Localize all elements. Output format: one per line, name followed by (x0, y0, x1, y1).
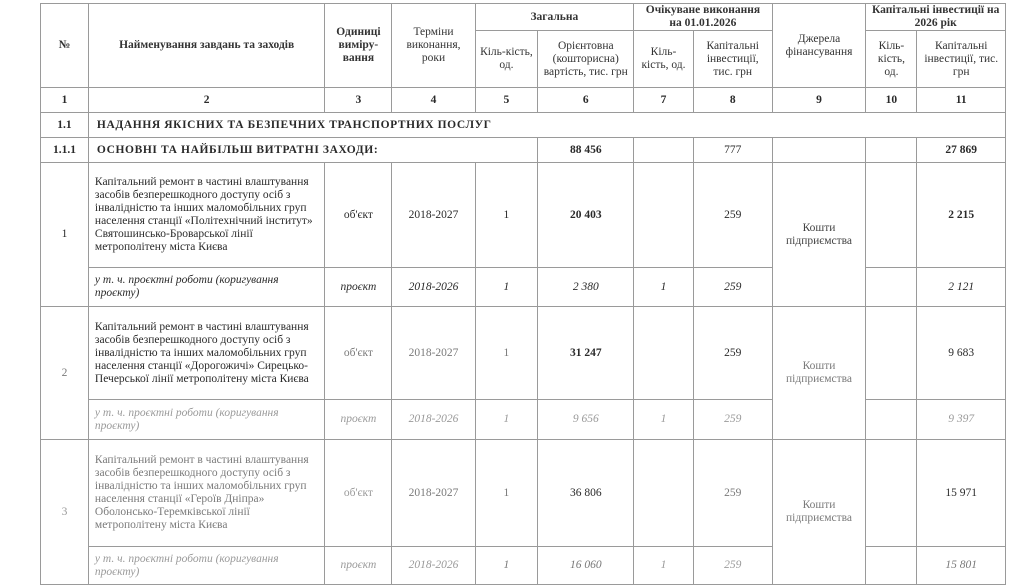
col-num: 7 (634, 88, 694, 113)
sub-name: у т. ч. проєктні роботи (коригування проєкту) (88, 547, 324, 585)
header-row-1 (41, 4, 1006, 31)
item-cap-qty (866, 440, 917, 547)
sub-cost: 16 060 (538, 547, 634, 585)
item-unit: об'єкт (325, 440, 392, 547)
sub-cap-inv: 15 801 (917, 547, 1006, 585)
item-cap-qty (866, 307, 917, 400)
sub-cap-inv: 2 121 (917, 268, 1006, 307)
sub-exp-qty: 1 (634, 268, 694, 307)
item-exp-qty (634, 440, 694, 547)
item-qty: 1 (475, 307, 538, 400)
subsection-title: ОСНОВНІ ТА НАЙБІЛЬШ ВИТРАТНІ ЗАХОДИ: (88, 138, 537, 163)
item-name: Капітальний ремонт в частині влаштування засобів безперешкодного доступу осіб з інвалідністю та інших маломобільних груп населення станції «Дорогожичі» Сирецько-Печерської лінії метрополітену міста Києва (88, 307, 324, 400)
col-num: 5 (475, 88, 538, 113)
item-cost: 20 403 (538, 163, 634, 268)
table-row (41, 307, 1006, 400)
investment-table (40, 3, 1006, 585)
header-units: Одиниці виміру-вання (325, 4, 392, 88)
header-general: Загальна (475, 4, 634, 31)
header-capinv-qty: Кіль-кість, од. (866, 31, 917, 88)
sub-qty: 1 (475, 547, 538, 585)
item-cap-qty (866, 163, 917, 268)
sub-exp-qty: 1 (634, 547, 694, 585)
item-unit: об'єкт (325, 163, 392, 268)
header-no: № (41, 4, 89, 88)
item-qty: 1 (475, 163, 538, 268)
header-sources: Джерела фінансування (772, 4, 866, 88)
header-expected-qty: Кіль-кість, од. (634, 31, 694, 88)
sub-qty: 1 (475, 268, 538, 307)
sub-name: у т. ч. проєктні роботи (коригування проєкту) (88, 268, 324, 307)
col-num: 9 (772, 88, 866, 113)
item-no: 3 (41, 440, 89, 585)
item-no: 1 (41, 163, 89, 307)
header-expected: Очікуване виконання на 01.01.2026 (634, 4, 772, 31)
sub-cap-qty (866, 400, 917, 440)
header-expected-inv: Капітальні інвестиції, тис. грн (693, 31, 772, 88)
sub-name: у т. ч. проєктні роботи (коригування проєкту) (88, 400, 324, 440)
item-cap-inv: 9 683 (917, 307, 1006, 400)
column-number-row (41, 88, 1006, 113)
header-capinv: Капітальні інвестиції на 2026 рік (866, 4, 1006, 31)
header-general-cost: Орієнтовна (кошторисна) вартість, тис. грн (538, 31, 634, 88)
table-row (41, 440, 1006, 547)
item-cost: 36 806 (538, 440, 634, 547)
col-num: 3 (325, 88, 392, 113)
subsection-expected-inv: 777 (693, 138, 772, 163)
sub-terms: 2018-2026 (392, 547, 475, 585)
col-num: 11 (917, 88, 1006, 113)
item-terms: 2018-2027 (392, 163, 475, 268)
sub-terms: 2018-2026 (392, 268, 475, 307)
item-terms: 2018-2027 (392, 307, 475, 400)
sub-exp-inv: 259 (693, 268, 772, 307)
sub-exp-inv: 259 (693, 400, 772, 440)
sub-exp-qty: 1 (634, 400, 694, 440)
header-capinv-inv: Капітальні інвестиції, тис. грн (917, 31, 1006, 88)
sub-terms: 2018-2026 (392, 400, 475, 440)
subsection-no: 1.1.1 (41, 138, 89, 163)
item-exp-qty (634, 163, 694, 268)
subsection-row (41, 138, 1006, 163)
subsection-capinv-inv: 27 869 (917, 138, 1006, 163)
header-name: Найменування завдань та заходів (88, 4, 324, 88)
section-title: НАДАННЯ ЯКІСНИХ ТА БЕЗПЕЧНИХ ТРАНСПОРТНИХ ПОСЛУГ (88, 113, 1005, 138)
header-general-qty: Кіль-кість, од. (475, 31, 538, 88)
header-terms: Терміни виконання, роки (392, 4, 475, 88)
item-exp-inv: 259 (693, 163, 772, 268)
col-num: 8 (693, 88, 772, 113)
item-exp-inv: 259 (693, 440, 772, 547)
col-num: 10 (866, 88, 917, 113)
item-source: Кошти підприємства (772, 440, 866, 585)
section-no: 1.1 (41, 113, 89, 138)
col-num: 6 (538, 88, 634, 113)
sub-cap-qty (866, 547, 917, 585)
sub-cost: 9 656 (538, 400, 634, 440)
item-cap-inv: 2 215 (917, 163, 1006, 268)
item-exp-inv: 259 (693, 307, 772, 400)
col-num: 2 (88, 88, 324, 113)
item-name: Капітальний ремонт в частині влаштування засобів безперешкодного доступу осіб з інвалідністю та інших маломобільних груп населення станції «Політехнічний інститут» Святошинсько-Броварської лінії метрополітену міста Києва (88, 163, 324, 268)
sub-cost: 2 380 (538, 268, 634, 307)
item-source: Кошти підприємства (772, 163, 866, 307)
sub-unit: проєкт (325, 547, 392, 585)
item-no: 2 (41, 307, 89, 440)
item-qty: 1 (475, 440, 538, 547)
item-unit: об'єкт (325, 307, 392, 400)
sub-qty: 1 (475, 400, 538, 440)
item-name: Капітальний ремонт в частині влаштування засобів безперешкодного доступу осіб з інвалідністю та інших маломобільних груп населення станції «Героїв Дніпра» Оболонсько-Теремківської лінії метрополітену міста Києва (88, 440, 324, 547)
sub-cap-inv: 9 397 (917, 400, 1006, 440)
section-row (41, 113, 1006, 138)
sub-unit: проєкт (325, 400, 392, 440)
col-num: 4 (392, 88, 475, 113)
sub-unit: проєкт (325, 268, 392, 307)
item-terms: 2018-2027 (392, 440, 475, 547)
subsection-general-cost: 88 456 (538, 138, 634, 163)
item-cost: 31 247 (538, 307, 634, 400)
item-source: Кошти підприємства (772, 307, 866, 440)
item-exp-qty (634, 307, 694, 400)
item-cap-inv: 15 971 (917, 440, 1006, 547)
table-row (41, 163, 1006, 268)
sub-cap-qty (866, 268, 917, 307)
sub-exp-inv: 259 (693, 547, 772, 585)
col-num: 1 (41, 88, 89, 113)
